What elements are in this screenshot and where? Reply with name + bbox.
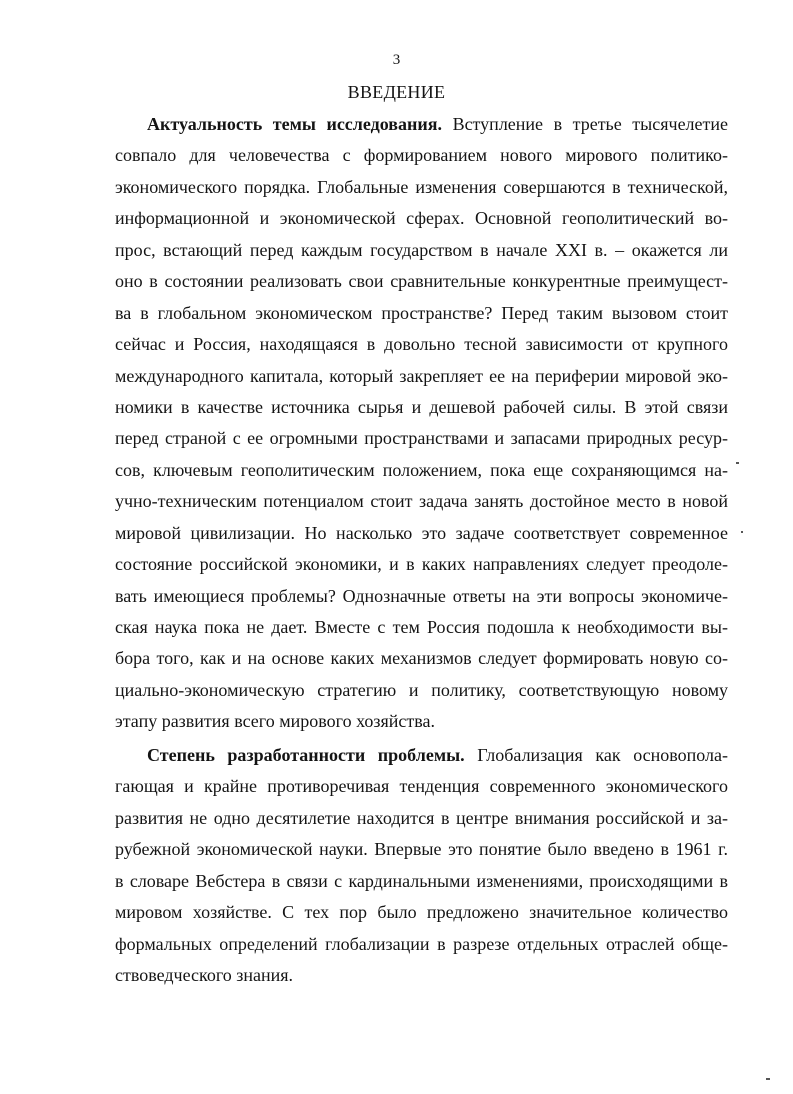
paragraph-line: номики в качестве источника сырья и дешевой рабочей силы. В этой связи bbox=[115, 396, 728, 417]
paragraph-line: мировом хозяйстве. С тех пор было предложено значительное количество bbox=[115, 902, 728, 923]
scan-speck bbox=[736, 462, 739, 464]
paragraph-line: в словаре Вебстера в связи с кардинальными изменениями, происходящими в bbox=[115, 870, 728, 891]
paragraph-line: ская наука пока не дает. Вместе с тем Россия подошла к необходимости вы- bbox=[115, 617, 728, 637]
scan-speck bbox=[741, 531, 743, 533]
paragraph-line: совпало для человечества с формированием нового мирового политико- bbox=[115, 145, 728, 166]
paragraph-line: оно в состоянии реализовать свои сравнительные конкурентные преимущест- bbox=[115, 271, 728, 292]
paragraph-line: ствоведческого знания. bbox=[115, 965, 294, 986]
paragraph-line: перед страной с ее огромными пространствами и запасами природных ресур- bbox=[115, 428, 728, 449]
page-number: 3 bbox=[392, 52, 401, 68]
paragraph-line: развития не одно десятилетие находится в центре внимания российской и за- bbox=[115, 807, 728, 828]
paragraph-line: вать имеющиеся проблемы? Однозначные ответы на эти вопросы экономиче- bbox=[115, 585, 728, 606]
page-title: ВВЕДЕНИЕ bbox=[347, 82, 446, 102]
scan-speck bbox=[766, 1078, 770, 1080]
paragraph-development-degree bbox=[115, 740, 728, 992]
paragraph-line: мировой цивилизации. Но насколько это задаче соответствует современное bbox=[115, 522, 728, 543]
paragraph-line: состояние российской экономики, и в каких направлениях следует преодоле- bbox=[115, 554, 728, 575]
paragraph-line: международного капитала, который закрепляет ее на периферии мировой эко- bbox=[115, 365, 728, 386]
paragraph-lead: Актуальность темы исследования. bbox=[147, 114, 443, 134]
paragraph-line: сов, ключевым геополитическим положением, пока еще сохраняющимся на- bbox=[115, 459, 728, 480]
paragraph-line: бора того, как и на основе каких механизмов следует формировать новую со- bbox=[115, 648, 728, 669]
paragraph-line: рубежной экономической науки. Впервые это понятие было введено в 1961 г. bbox=[115, 839, 728, 860]
paragraph-line: циально-экономическую стратегию и политику, соответствующую новому bbox=[115, 679, 728, 700]
paragraph-line: информационной и экономической сферах. Основной геополитический во- bbox=[115, 208, 728, 229]
paragraph-lead: Степень разработанности проблемы. bbox=[147, 745, 465, 765]
paragraph-line: формальных определений глобализации в разрезе отдельных отраслей обще- bbox=[115, 933, 728, 954]
paragraph-relevance bbox=[115, 109, 728, 738]
paragraph-line: прос, встающий перед каждым государством в начале XXI в. – окажется ли bbox=[115, 239, 728, 260]
paragraph-line: ва в глобальном экономическом пространстве? Перед таким вызовом стоит bbox=[115, 302, 728, 323]
paragraph-line: учно-техническим потенциалом стоит задача занять достойное место в новой bbox=[115, 491, 728, 512]
paragraph-line: сейчас и Россия, находящаяся в довольно тесной зависимости от крупного bbox=[115, 334, 728, 355]
paragraph-line: Актуальность темы исследования. Вступление в третье тысячелетие bbox=[147, 114, 729, 134]
paragraph-line: Степень разработанности проблемы. Глобализация как основопола- bbox=[147, 745, 729, 765]
paragraph-line: гающая и крайне противоречивая тенденция современного экономического bbox=[115, 776, 728, 797]
paragraph-line: экономического порядка. Глобальные изменения совершаются в технической, bbox=[115, 176, 728, 197]
paragraph-line: этапу развития всего мирового хозяйства. bbox=[115, 711, 436, 732]
